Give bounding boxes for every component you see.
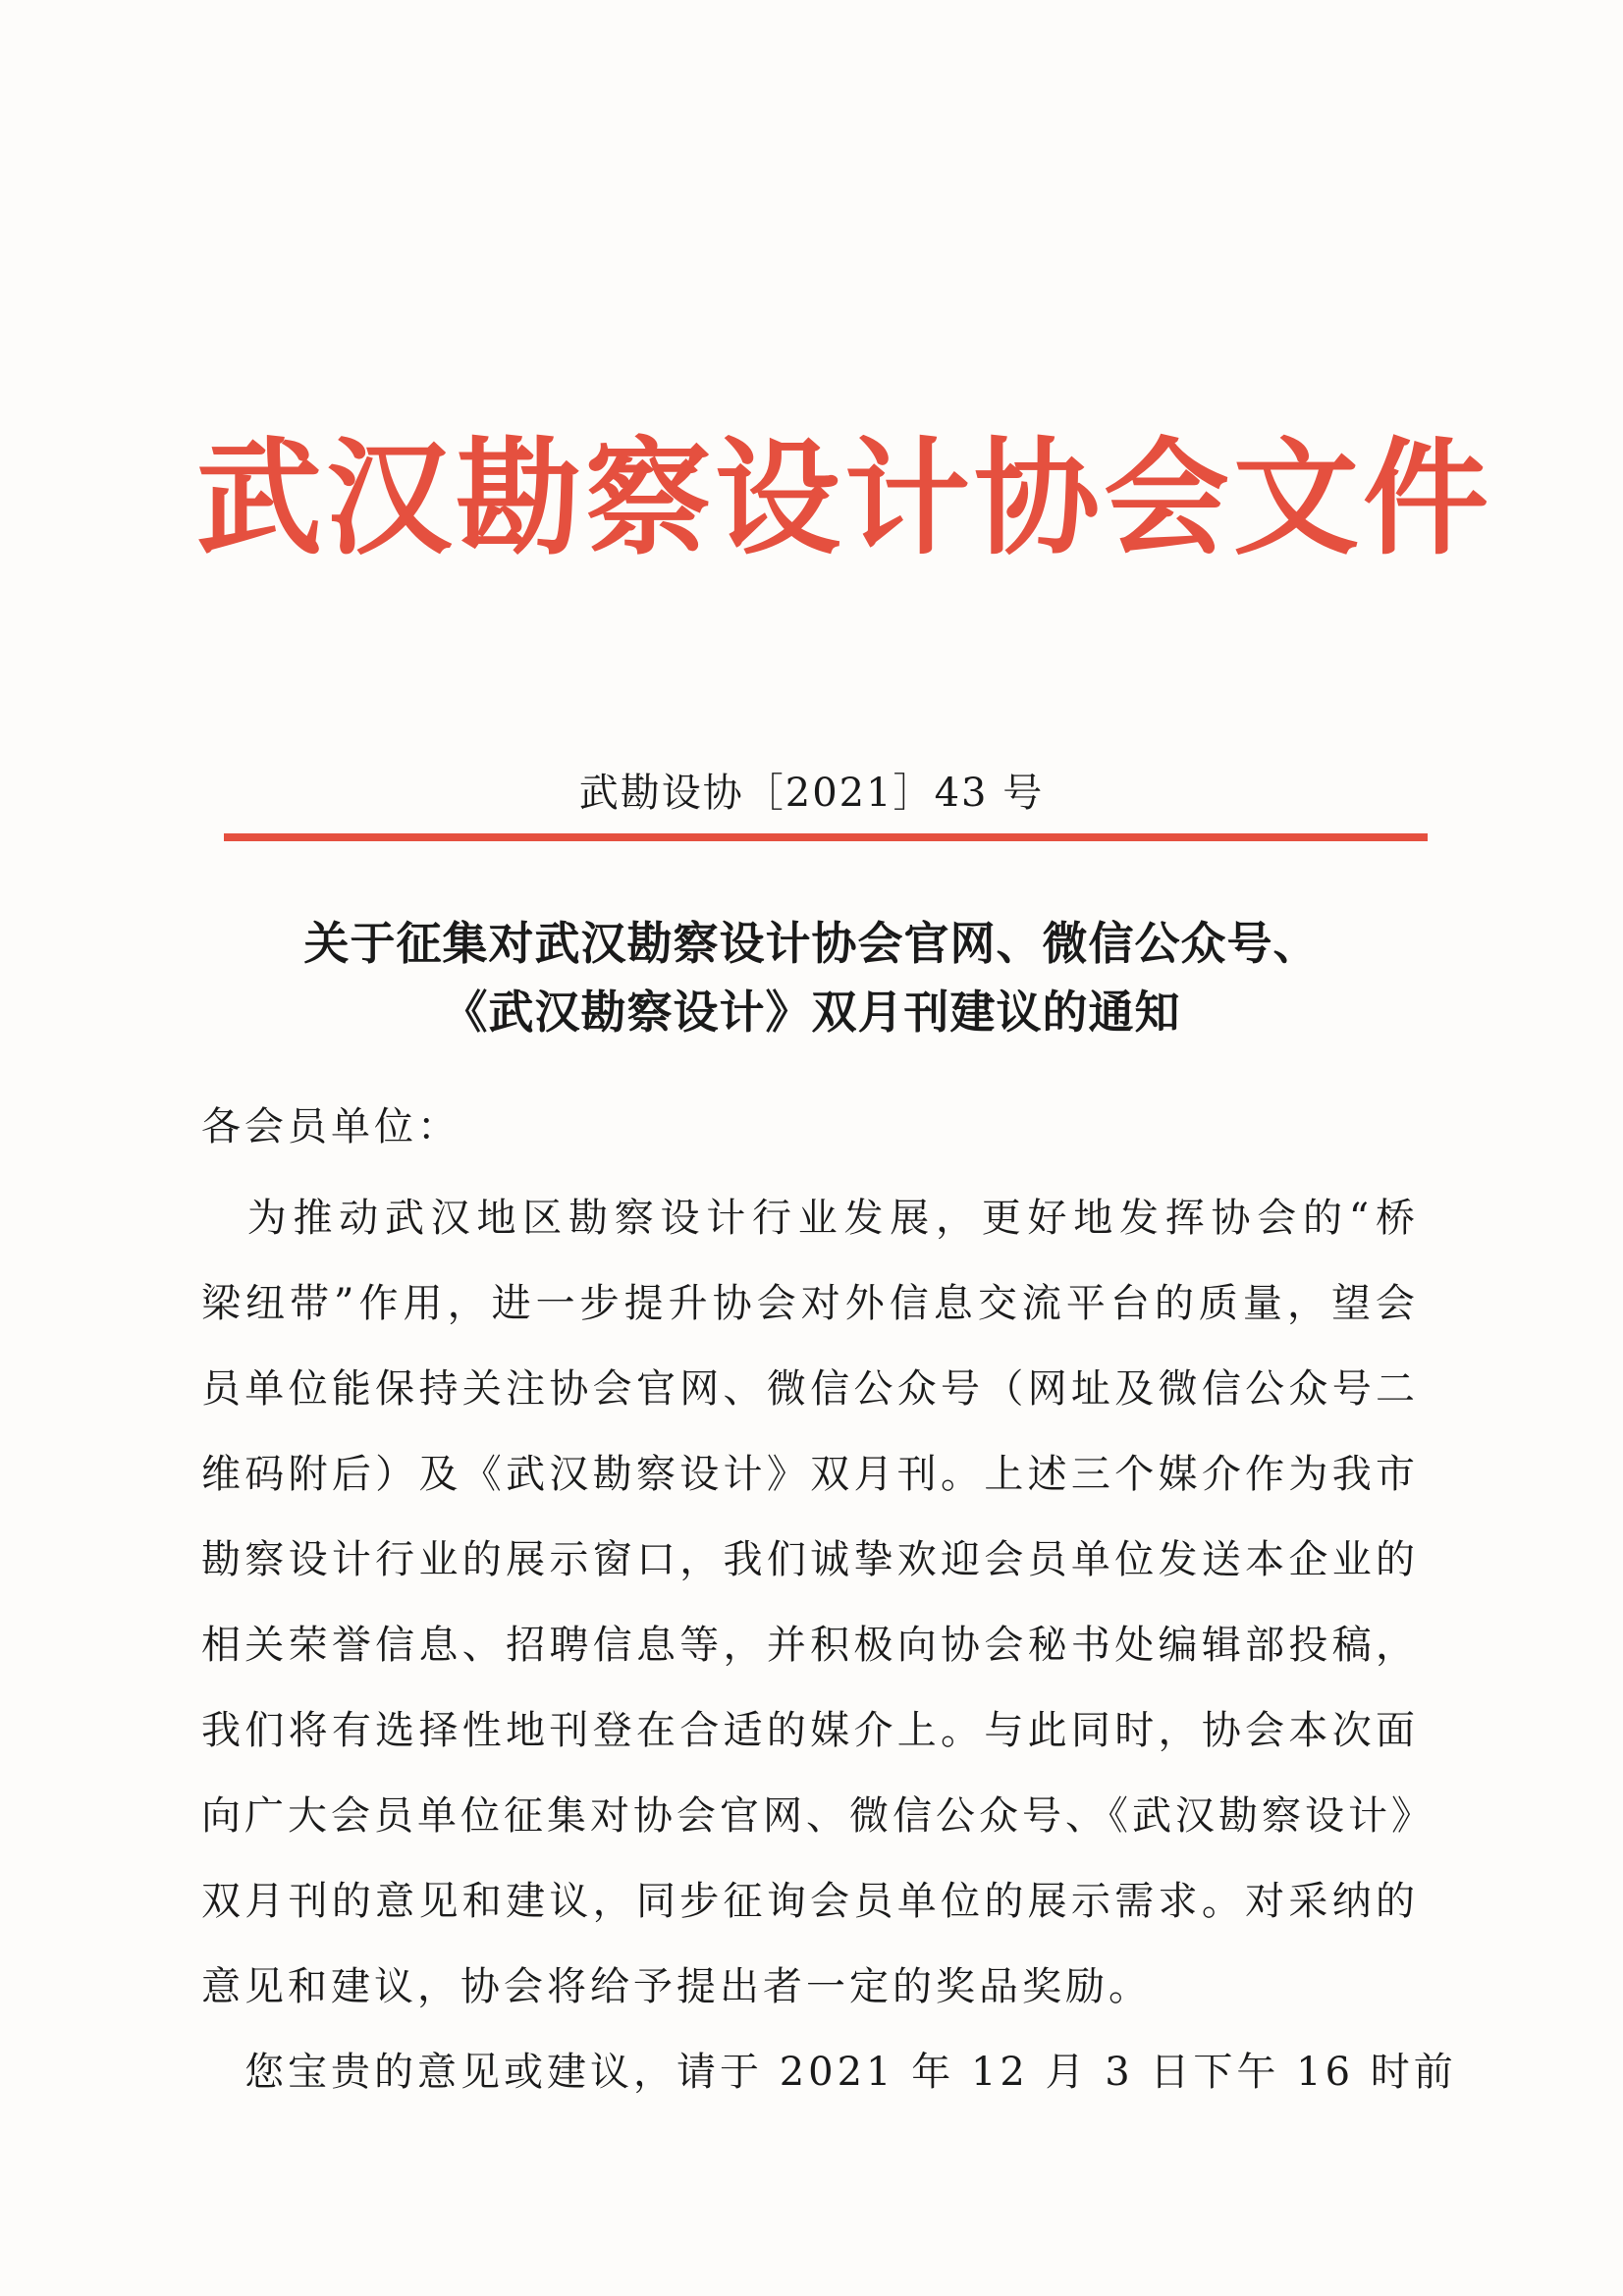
body-line: 相关荣誉信息、招聘信息等，并积极向协会秘书处编辑部投稿， <box>201 1623 1419 1668</box>
notice-title-line-2: 《武汉勘察设计》双月刊建议的通知 <box>442 986 1181 1039</box>
body-line: 双月刊的意见和建议，同步征询会员单位的展示需求。对采纳的 <box>201 1879 1419 1924</box>
body-line: 意见和建议，协会将给予提出者一定的奖品奖励。 <box>201 1964 1152 2009</box>
body-line: 员单位能保持关注协会官网、微信公众号（网址及微信公众号二 <box>201 1366 1419 1412</box>
body-line: 我们将有选择性地刊登在合适的媒介上。与此同时，协会本次面 <box>201 1708 1419 1753</box>
body-text <box>201 1176 1457 2115</box>
body-line: 您宝贵的意见或建议，请于 2021 年 12 月 3 日下午 16 时前 <box>201 2050 1457 2095</box>
body-line: 维码附后）及《武汉勘察设计》双月刊。上述三个媒介作为我市 <box>201 1452 1419 1497</box>
body-line: 梁纽带”作用，进一步提升协会对外信息交流平台的质量，望会 <box>201 1281 1419 1326</box>
notice-title-line-1: 关于征集对武汉勘察设计协会官网、微信公众号、 <box>303 917 1320 970</box>
masthead: 武汉勘察设计协会文件 <box>196 426 1493 572</box>
body-line: 为推动武汉地区勘察设计行业发展，更好地发挥协会的“桥 <box>201 1196 1419 1241</box>
body-line: 勘察设计行业的展示窗口，我们诚挚欢迎会员单位发送本企业的 <box>201 1537 1419 1582</box>
notice-title <box>137 909 1486 1046</box>
red-divider-line <box>224 833 1428 841</box>
body-line: 向广大会员单位征集对协会官网、微信公众号、《武汉勘察设计》 <box>201 1793 1434 1839</box>
document-number: 武勘设协［2021］43 号 <box>578 771 1045 816</box>
salutation: 各会员单位： <box>201 1104 460 1149</box>
